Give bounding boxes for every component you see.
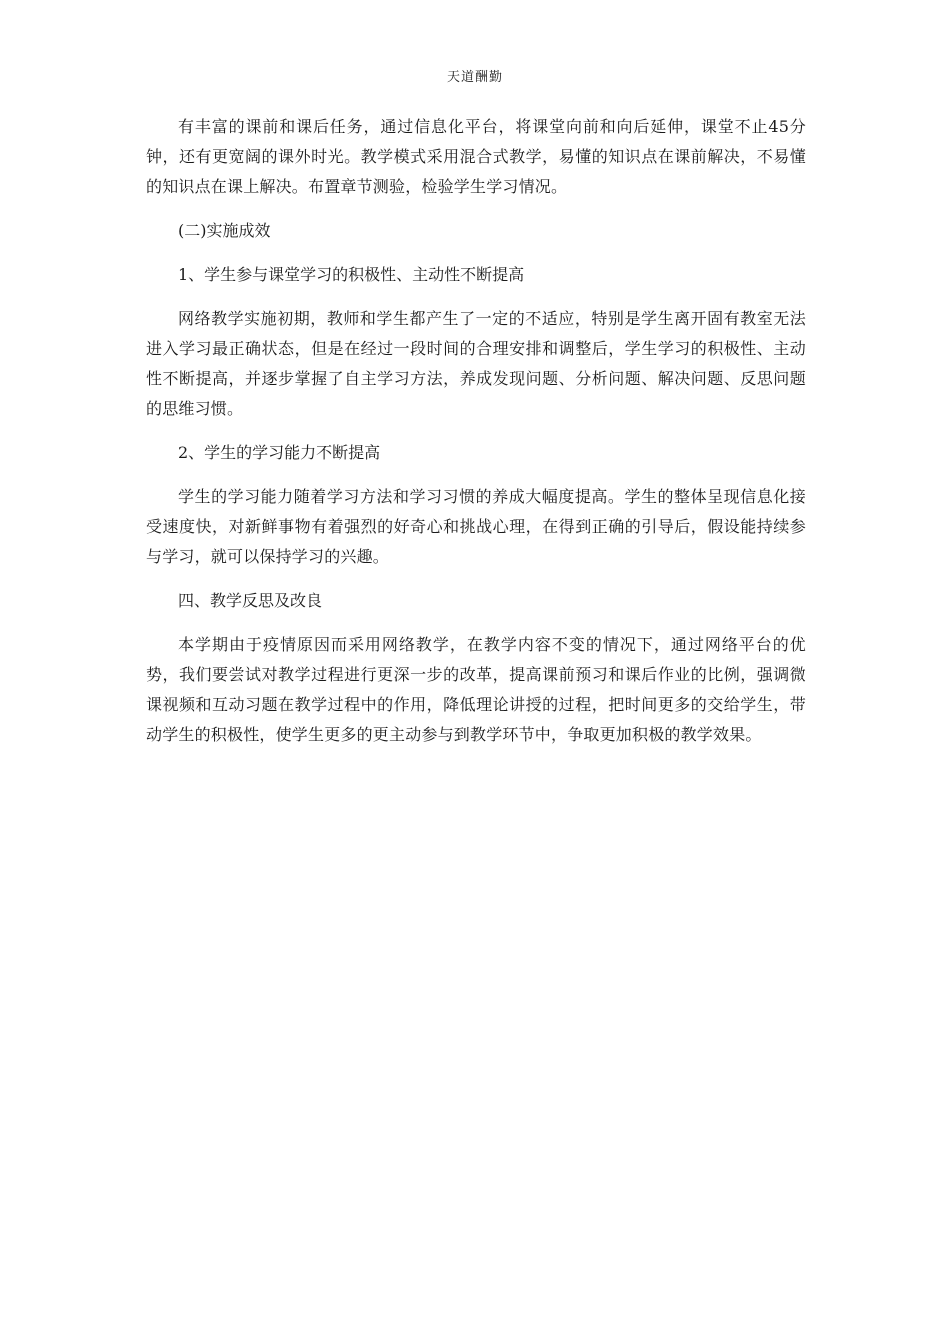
- paragraph-4: 本学期由于疫情原因而采用网络教学，在教学内容不变的情况下，通过网络平台的优势，我们要尝试对教学过程进行更深一步的改革，提高课前预习和课后作业的比例，强调微课视频和互动习题在教学过程中的作用，降低理论讲授的过程，把时间更多的交给学生，带动学生的积极性，使学生更多的更主动参与到教学环节中，争取更加积极的教学效果。: [146, 635, 806, 744]
- section-heading-implementation-results: (二)实施成效: [178, 221, 271, 240]
- spacer: [146, 424, 806, 438]
- spacer: [146, 246, 806, 260]
- paragraph-2: 网络教学实施初期，教师和学生都产生了一定的不适应，特别是学生离开固有教室无法进入学习最正确状态，但是在经过一段时间的合理安排和调整后，学生学习的积极性、主动性不断提高，并逐步掌握了自主学习方法，养成发现问题、分析问题、解决问题、反思问题的思维习惯。: [146, 309, 806, 418]
- spacer: [146, 290, 806, 304]
- paragraph-3: 学生的学习能力随着学习方法和学习习惯的养成大幅度提高。学生的整体呈现信息化接受速度快，对新鲜事物有着强烈的好奇心和挑战心理，在得到正确的引导后，假设能持续参与学习，就可以保持学习的兴趣。: [146, 487, 806, 566]
- page-header: 天道酬勤: [446, 70, 503, 85]
- spacer: [146, 616, 806, 630]
- document-body: [146, 112, 806, 750]
- paragraph-1: 有丰富的课前和课后任务，通过信息化平台，将课堂向前和向后延伸，课堂不止45分钟，还有更宽阔的课外时光。教学模式采用混合式教学，易懂的知识点在课前解决，不易懂的知识点在课上解决。布置章节测验，检验学生学习情况。: [146, 117, 806, 196]
- spacer: [146, 202, 806, 216]
- spacer: [146, 572, 806, 586]
- section-heading-reflection: 四、教学反思及改良: [178, 591, 323, 610]
- subheading-2: 2、学生的学习能力不断提高: [178, 443, 381, 462]
- subheading-1: 1、学生参与课堂学习的积极性、主动性不断提高: [178, 265, 525, 284]
- spacer: [146, 468, 806, 482]
